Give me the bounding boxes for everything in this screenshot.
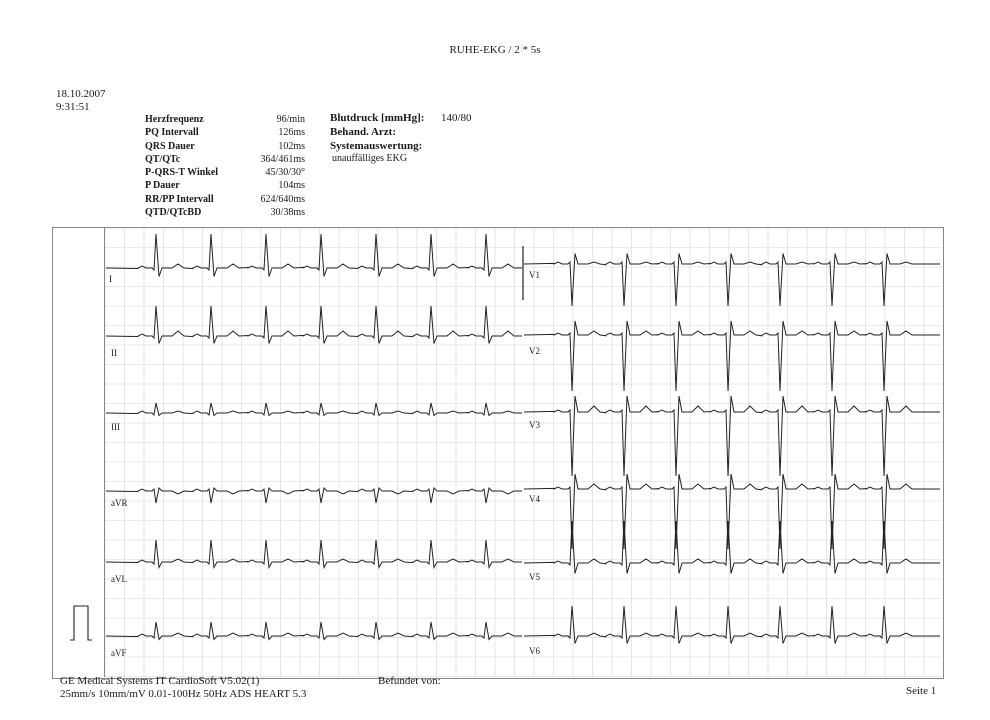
record-time: 9:31:51 <box>56 101 90 113</box>
measurement-value: 624/640ms <box>260 193 305 205</box>
measurement-value: 96/min <box>276 114 305 125</box>
lead-label-v4: V4 <box>529 494 540 504</box>
report-title: RUHE-EKG / 2 * 5s <box>449 44 541 56</box>
measurement-value: 364/461ms <box>260 153 305 165</box>
lead-label-v1: V1 <box>529 270 540 280</box>
ecg-frame <box>52 227 944 679</box>
page-number: Seite 1 <box>906 685 937 697</box>
findings-label: Befundet von: <box>378 675 441 687</box>
measurement-label: QT/QTc <box>145 153 181 165</box>
lead-label-ii: II <box>111 348 117 358</box>
lead-label-iii: III <box>111 422 120 432</box>
measurement-label: QTD/QTcBD <box>145 207 202 219</box>
recording-settings: 25mm/s 10mm/mV 0.01-100Hz 50Hz ADS HEART 5.3 <box>60 688 307 700</box>
measurement-value: 126ms <box>278 127 305 139</box>
lead-label-avr: aVR <box>111 498 128 508</box>
measurement-value: 102ms <box>278 140 305 152</box>
blood-pressure-label: Blutdruck [mmHg]: <box>330 112 425 124</box>
calibration-box <box>52 227 105 677</box>
measurement-value: 30/38ms <box>270 207 305 219</box>
lead-label-v2: V2 <box>529 346 540 356</box>
measurement-value: 104ms <box>278 180 305 192</box>
measurement-label: PQ Intervall <box>145 127 199 139</box>
analysis-label: Systemauswertung: <box>330 140 423 152</box>
device-info: GE Medical Systems IT CardioSoft V5.02(1) <box>60 675 260 687</box>
lead-label-i: I <box>109 274 112 284</box>
lead-label-v6: V6 <box>529 646 540 656</box>
measurement-label: P Dauer <box>145 180 180 192</box>
lead-label-avf: aVF <box>111 648 127 658</box>
measurement-value: 45/30/30° <box>265 167 305 179</box>
measurement-label: Herzfrequenz <box>145 114 204 125</box>
measurement-label: QRS Dauer <box>145 140 195 152</box>
record-date: 18.10.2007 <box>56 88 106 100</box>
measurement-label: P-QRS-T Winkel <box>145 167 219 179</box>
analysis-value: unauffälliges EKG <box>332 153 408 164</box>
blood-pressure-value: 140/80 <box>441 112 472 124</box>
lead-label-avl: aVL <box>111 574 127 584</box>
measurement-label: RR/PP Intervall <box>145 193 214 205</box>
lead-label-v3: V3 <box>529 420 540 430</box>
doctor-label: Behand. Arzt: <box>330 126 396 138</box>
lead-label-v5: V5 <box>529 572 540 582</box>
